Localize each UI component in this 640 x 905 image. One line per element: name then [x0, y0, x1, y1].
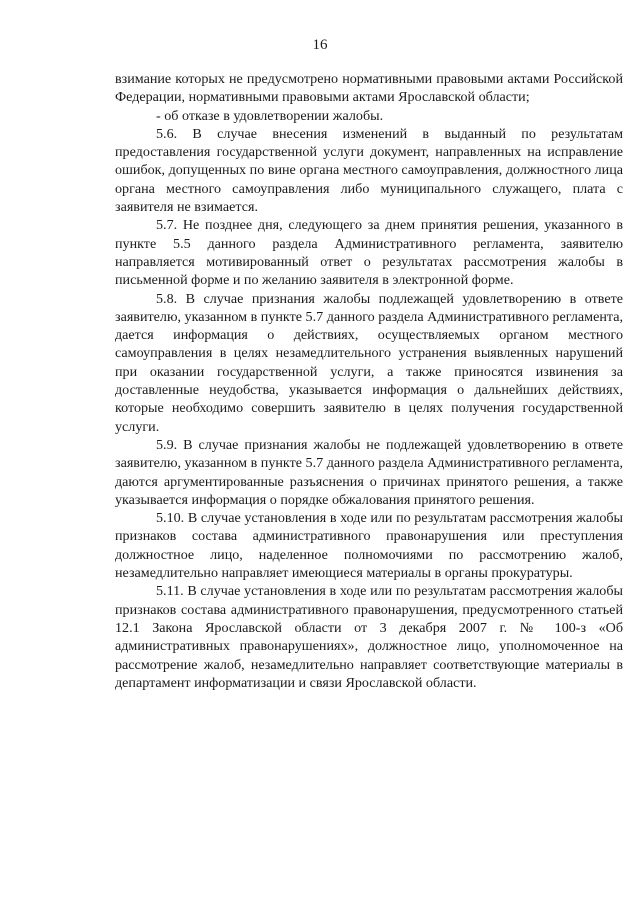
- paragraph-list-item-refusal: - об отказе в удовлетворении жалобы.: [156, 107, 384, 124]
- paragraph-5-9: 5.9. В случае признания жалобы не подлежащей удовлетворению в ответе заявителю, указанном в пункте 5.7 данного раздела Административного регламента, даются аргументированные разъяснения о причинах принятого решения, а также указывается информация о порядке обжалования принятого решения.: [115, 436, 623, 508]
- paragraph-5-11: 5.11. В случае установления в ходе или по результатам рассмотрения жалобы признаков состава административного правонарушения, предусмотренного статьей 12.1 Закона Ярославской области от 3 декабря 2007 г. № 100-з «Об административных правонарушениях», должностное лицо, уполномоченное на рассмотрение жалоб, незамедлительно направляет соответствующие материалы в департамент информатизации и связи Ярославской области.: [115, 583, 623, 691]
- paragraph-5-10: 5.10. В случае установления в ходе или по результатам рассмотрения жалобы признаков состава административного правонарушения или преступления должностное лицо, наделенное полномочиями по рассмотрению жалоб, незамедлительно направляет имеющиеся материалы в органы прокуратуры.: [115, 510, 623, 582]
- paragraph-continuation: взимание которых не предусмотрено нормативными правовыми актами Российской Федерации, нормативными правовыми актами Ярославской области;: [115, 71, 623, 106]
- page-number: 16: [312, 37, 328, 53]
- paragraph-5-6: 5.6. В случае внесения изменений в выданный по результатам предоставления государственной услуги документ, направленных на исправление ошибок, допущенных по вине органа местного самоуправления, должностного лица органа местного самоуправления либо муниципального служащего, плата с заявителя не взимается.: [115, 125, 623, 216]
- paragraph-5-8: 5.8. В случае признания жалобы подлежащей удовлетворению в ответе заявителю, указанном в пункте 5.7 данного раздела Административного регламента, дается информация о действиях, осуществляемых органом местного самоуправления в целях незамедлительного устранения выявленных нарушений при оказании государственной услуги, а также приносятся извинения за доставленные неудобства, указывается информация о дальнейших действиях, которые необходимо совершить заявителю в целях получения государственной услуги.: [115, 290, 623, 435]
- paragraph-5-7: 5.7. Не позднее дня, следующего за днем принятия решения, указанного в пункте 5.5 данного раздела Административного регламента, заявителю направляется мотивированный ответ о результатах рассмотрения жалобы в письменной форме и по желанию заявителя в электронной форме.: [115, 217, 623, 289]
- document-body: [115, 70, 623, 692]
